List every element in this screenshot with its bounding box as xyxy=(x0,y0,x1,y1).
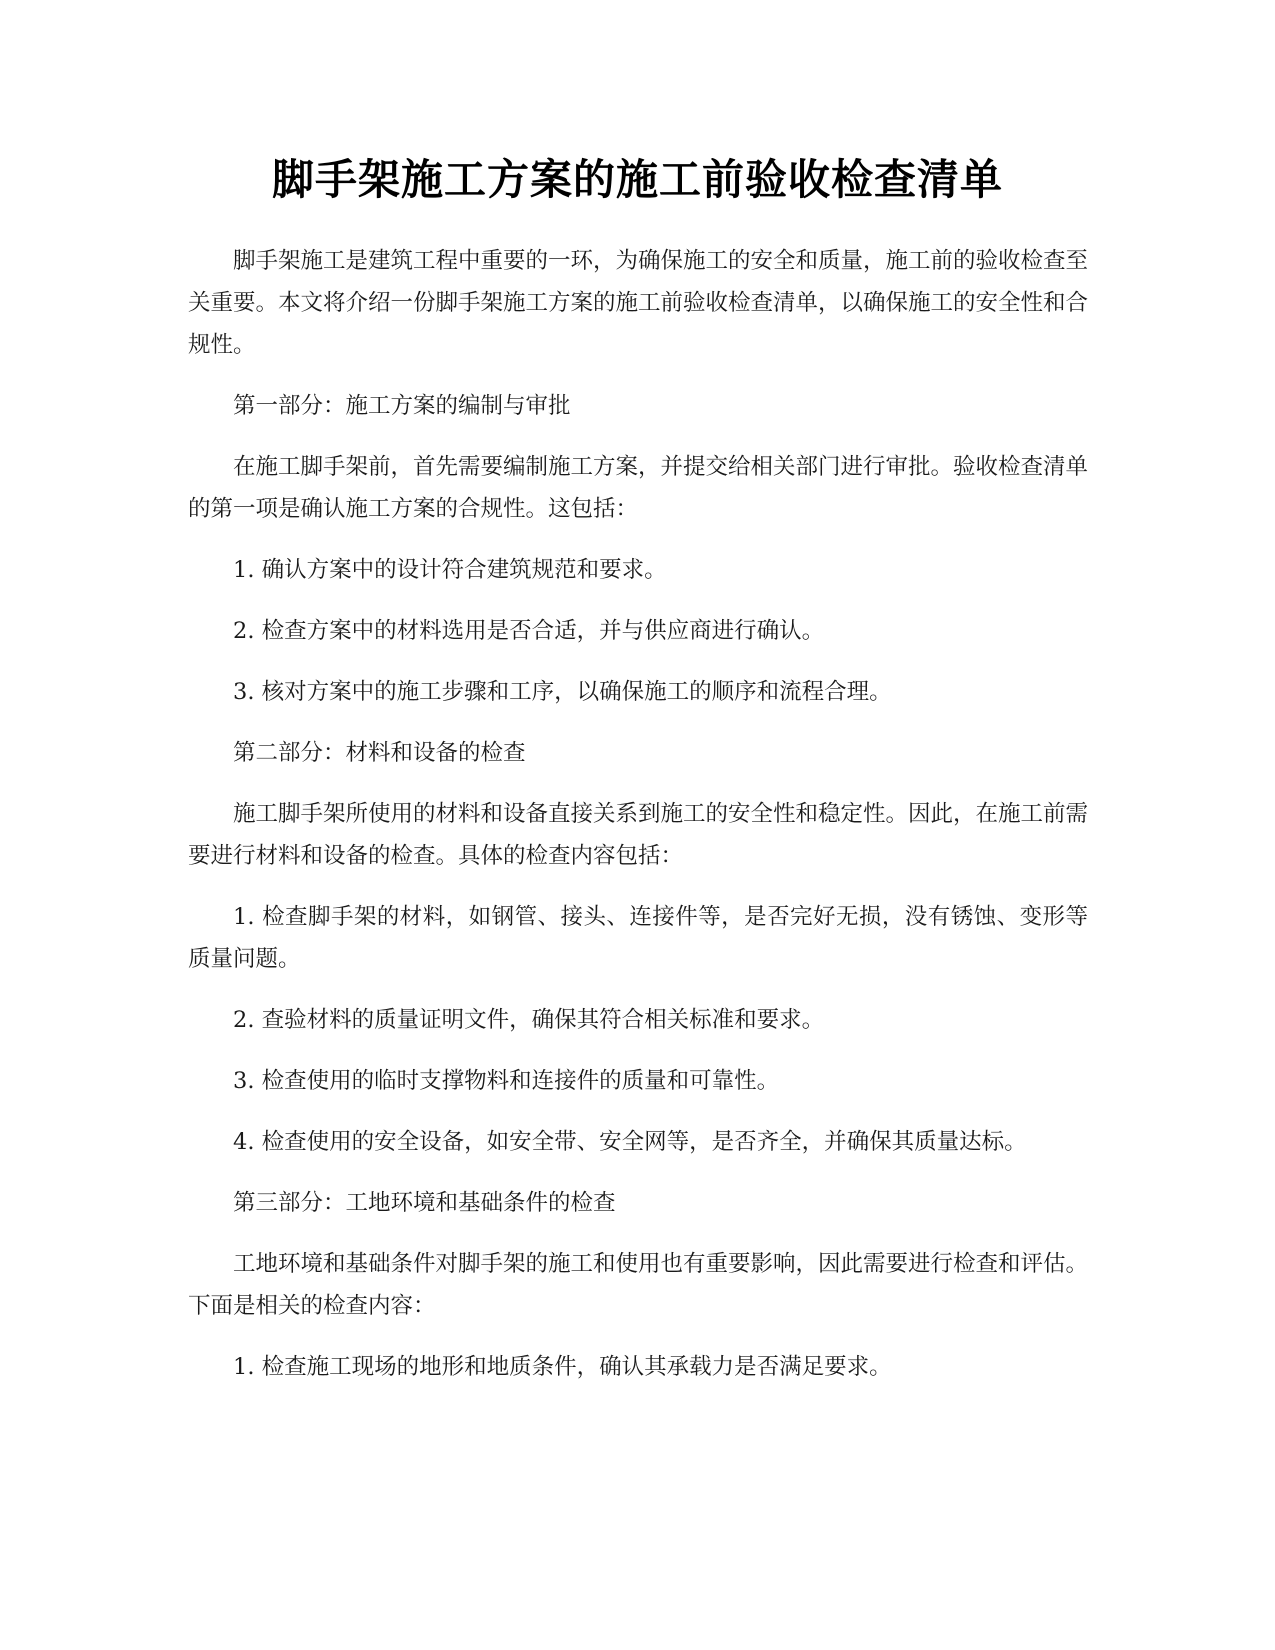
list-item: 3. 检查使用的临时支撑物料和连接件的质量和可靠性。 xyxy=(233,1068,780,1094)
list-item: 1. 检查施工现场的地形和地质条件，确认其承载力是否满足要求。 xyxy=(233,1354,892,1380)
paragraph: 工地环境和基础条件对脚手架的施工和使用也有重要影响，因此需要进行检查和评估。下面是相关的检查内容： xyxy=(188,1251,1089,1319)
list-item: 1. 检查脚手架的材料，如钢管、接头、连接件等，是否完好无损，没有锈蚀、变形等质量问题。 xyxy=(188,904,1088,972)
list-item: 1. 确认方案中的设计符合建筑规范和要求。 xyxy=(233,557,667,583)
paragraph: 在施工脚手架前，首先需要编制施工方案，并提交给相关部门进行审批。验收检查清单的第一项是确认施工方案的合规性。这包括： xyxy=(188,454,1089,522)
list-item: 2. 查验材料的质量证明文件，确保其符合相关标准和要求。 xyxy=(233,1007,825,1033)
list-item: 3. 核对方案中的施工步骤和工序，以确保施工的顺序和流程合理。 xyxy=(233,679,892,705)
section-heading: 第一部分：施工方案的编制与审批 xyxy=(233,393,571,419)
list-item: 4. 检查使用的安全设备，如安全带、安全网等，是否齐全，并确保其质量达标。 xyxy=(233,1129,1027,1155)
document-body xyxy=(188,240,1088,1407)
section-heading: 第三部分：工地环境和基础条件的检查 xyxy=(233,1190,616,1216)
list-item: 2. 检查方案中的材料选用是否合适，并与供应商进行确认。 xyxy=(233,618,825,644)
page-title: 脚手架施工方案的施工前验收检查清单 xyxy=(271,155,1003,204)
paragraph: 施工脚手架所使用的材料和设备直接关系到施工的安全性和稳定性。因此，在施工前需要进行材料和设备的检查。具体的检查内容包括： xyxy=(188,801,1089,869)
intro-paragraph: 脚手架施工是建筑工程中重要的一环，为确保施工的安全和质量，施工前的验收检查至关重要。本文将介绍一份脚手架施工方案的施工前验收检查清单，以确保施工的安全性和合规性。 xyxy=(188,248,1089,358)
section-heading: 第二部分：材料和设备的检查 xyxy=(233,740,526,766)
